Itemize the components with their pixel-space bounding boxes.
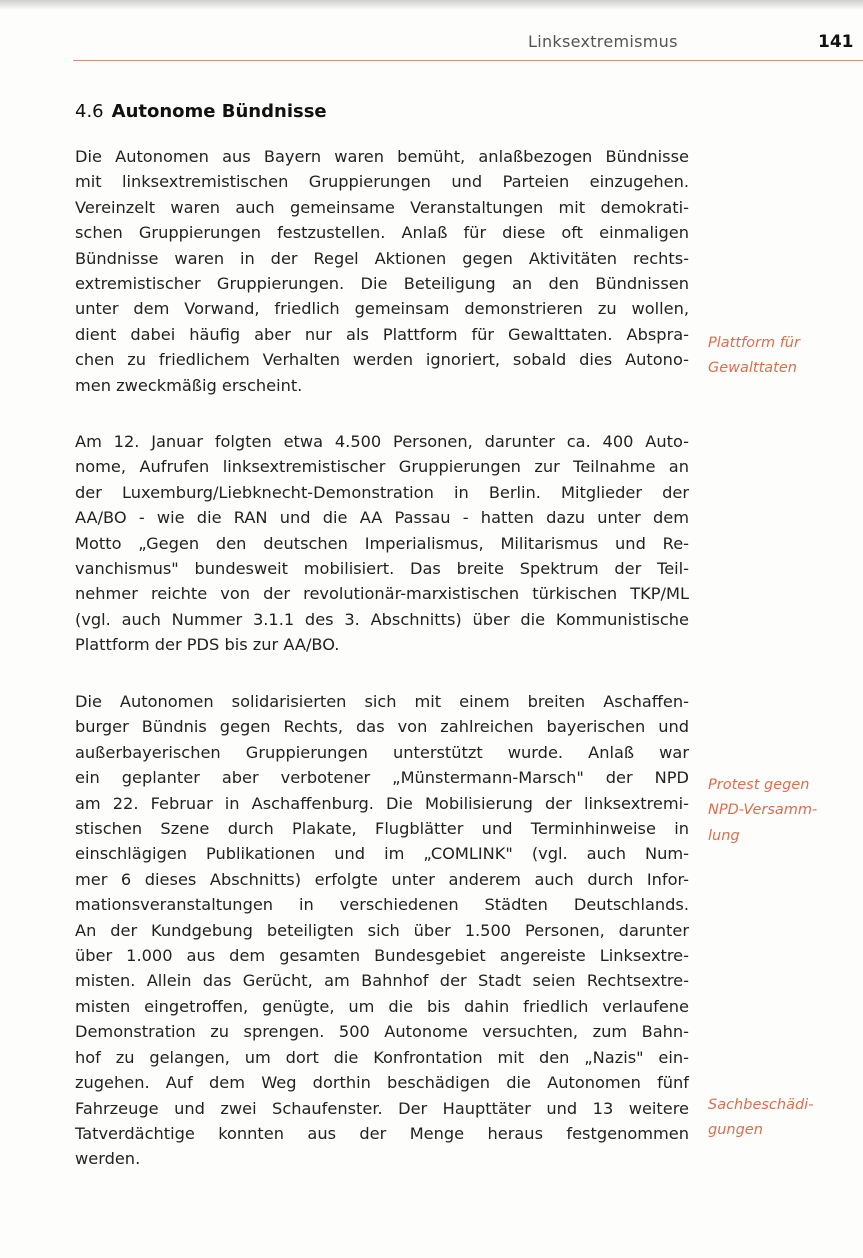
text-line: mer 6 dieses Abschnitts) erfolgte unter anderem auch durch Infor- bbox=[75, 869, 689, 889]
text-line: men zweckmäßig erscheint. bbox=[75, 375, 303, 395]
text-line: Tatverdächtige konnten aus der Menge heraus festgenommen bbox=[75, 1123, 689, 1143]
section-title: Autonome Bündnisse bbox=[111, 101, 327, 122]
margin-note-line: Gewalttaten bbox=[708, 360, 797, 377]
text-line: (vgl. auch Nummer 3.1.1 des 3. Abschnitts) über die Kommunistische bbox=[75, 609, 689, 629]
paragraph bbox=[75, 689, 689, 1172]
text-line: Demonstration zu sprengen. 500 Autonome versuchten, zum Bahn- bbox=[75, 1022, 689, 1042]
margin-note-line: lung bbox=[708, 827, 740, 844]
text-line: misten. Allein das Gerücht, am Bahnhof der Stadt seien Rechtsextre- bbox=[75, 971, 689, 991]
text-line: mationsveranstaltungen in verschiedenen Städten Deutschlands. bbox=[75, 895, 689, 915]
margin-note-line: Sachbeschädi- bbox=[708, 1097, 814, 1113]
margin-note bbox=[708, 331, 858, 382]
text-line: AA/BO - wie die RAN und die AA Passau - hatten dazu unter dem bbox=[75, 508, 689, 528]
text-line: burger Bündnis gegen Rechts, das von zahlreichen bayerischen und bbox=[75, 717, 689, 737]
text-line: zugehen. Auf dem Weg dorthin beschädigen die Autonomen fünf bbox=[75, 1073, 689, 1093]
paragraph bbox=[75, 429, 689, 658]
text-line: chen zu friedlichem Verhalten werden ignoriert, sobald dies Autono- bbox=[75, 350, 689, 370]
section-heading bbox=[75, 101, 327, 122]
text-line: extremistischer Gruppierungen. Die Beteiligung an den Bündnissen bbox=[75, 274, 689, 294]
running-title: Linksextremismus bbox=[528, 32, 678, 51]
text-line: misten eingetroffen, genügte, um die bis dahin friedlich verlaufene bbox=[75, 996, 689, 1016]
text-line: dient dabei häufig aber nur als Plattform für Gewalttaten. Abspra- bbox=[75, 324, 689, 344]
section-number: 4.6 bbox=[75, 101, 104, 122]
header-rule bbox=[73, 60, 863, 61]
text-line: am 22. Februar in Aschaffenburg. Die Mobilisierung der linksextremi- bbox=[75, 793, 689, 813]
text-line: der Luxemburg/Liebknecht-Demonstration in Berlin. Mitglieder der bbox=[75, 482, 689, 502]
text-line: einschlägigen Publikationen und im „COMLINK" (vgl. auch Num- bbox=[75, 844, 689, 864]
margin-note-line: gungen bbox=[708, 1122, 763, 1139]
text-line: Plattform der PDS bis zur AA/BO. bbox=[75, 635, 340, 655]
margin-note bbox=[708, 773, 858, 849]
margin-note-line: Plattform für bbox=[708, 335, 800, 351]
paragraph bbox=[75, 144, 689, 398]
scan-top-shadow bbox=[0, 0, 863, 10]
text-line: nome, Aufrufen linksextremistischer Gruppierungen zur Teilnahme an bbox=[75, 457, 689, 477]
text-line: An der Kundgebung beteiligten sich über 1.500 Personen, darunter bbox=[75, 920, 689, 940]
text-line: über 1.000 aus dem gesamten Bundesgebiet angereiste Linksextre- bbox=[75, 946, 689, 966]
text-line: Die Autonomen aus Bayern waren bemüht, anlaßbezogen Bündnisse bbox=[75, 147, 689, 166]
text-line: Bündnisse waren in der Regel Aktionen gegen Aktivitäten rechts- bbox=[75, 248, 689, 268]
text-line: ein geplanter aber verbotener „Münstermann-Marsch" der NPD bbox=[75, 768, 689, 788]
margin-note-line: Protest gegen bbox=[708, 777, 810, 793]
page-number: 141 bbox=[818, 32, 854, 52]
text-line: werden. bbox=[75, 1149, 141, 1169]
text-line: hof zu gelangen, um dort die Konfrontation mit den „Nazis" ein- bbox=[75, 1047, 689, 1067]
text-line: Am 12. Januar folgten etwa 4.500 Personen, darunter ca. 400 Auto- bbox=[75, 432, 689, 451]
text-line: unter dem Vorwand, friedlich gemeinsam demonstrieren zu wollen, bbox=[75, 299, 689, 319]
text-line: Vereinzelt waren auch gemeinsame Veranstaltungen mit demokrati- bbox=[75, 197, 689, 217]
margin-note-line: NPD-Versamm- bbox=[708, 802, 818, 819]
text-line: außerbayerischen Gruppierungen unterstützt wurde. Anlaß war bbox=[75, 742, 689, 762]
text-line: Fahrzeuge und zwei Schaufenster. Der Haupttäter und 13 weitere bbox=[75, 1098, 689, 1118]
margin-note bbox=[708, 1093, 858, 1144]
text-line: mit linksextremistischen Gruppierungen und Parteien einzugehen. bbox=[75, 172, 689, 192]
text-line: nehmer reichte von der revolutionär-marxistischen türkischen TKP/ML bbox=[75, 584, 689, 604]
text-line: stischen Szene durch Plakate, Flugblätter und Terminhinweise in bbox=[75, 819, 689, 839]
text-line: schen Gruppierungen festzustellen. Anlaß für diese oft einmaligen bbox=[75, 223, 689, 243]
text-line: vanchismus" bundesweit mobilisiert. Das breite Spektrum der Teil- bbox=[75, 559, 689, 579]
text-line: Die Autonomen solidarisierten sich mit einem breiten Aschaffen- bbox=[75, 692, 689, 711]
text-line: Motto „Gegen den deutschen Imperialismus, Militarismus und Re- bbox=[75, 533, 689, 553]
